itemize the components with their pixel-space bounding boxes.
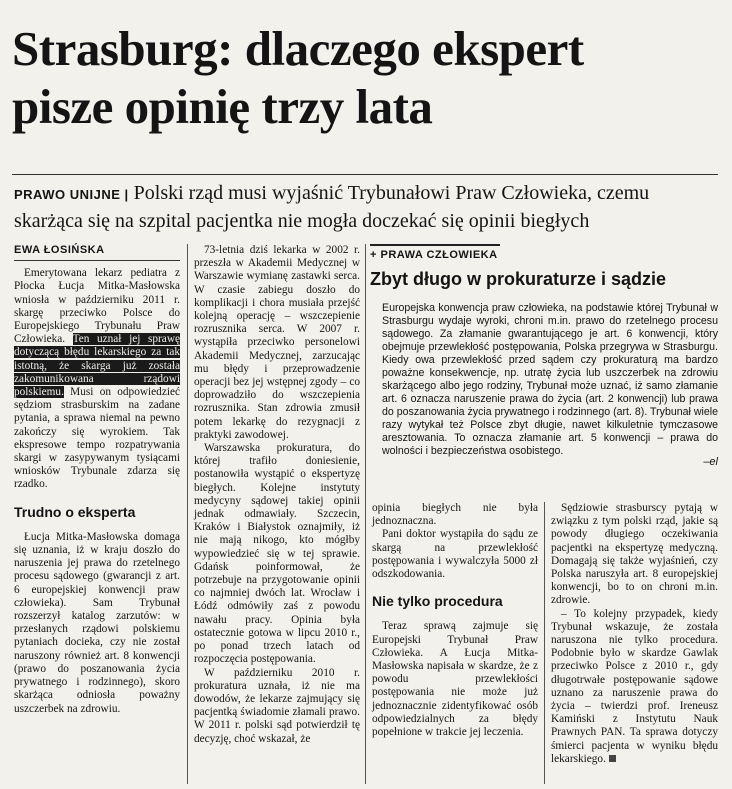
col3-paragraph-1: opinia biegłych nie była jednoznaczna.: [372, 502, 538, 528]
col2-paragraph-3: W październiku 2010 r. prokuratura uznała, iż nie ma dowodów, że lekarze zajmujący się pacjentką świadomie złamali prawo. W 2011 r. polski sąd potwierdził tę decyzję, choć wskazał, że: [194, 666, 360, 745]
subhead-trudno: Trudno o eksperta: [14, 503, 136, 520]
column-3: [372, 502, 538, 739]
column-2: [194, 244, 360, 746]
col4-paragraph-1: Sędziowie strasburscy pytają w związku z tym polski rząd, jakie są powody długiego oczekiwania pacjentki na ekspertyzę medyczną. Domagają się także wyjaśnień, czy Polska naruszyła art. 8 europejskiej konwencji, bo to on chroni m.in. zdrowie.: [551, 502, 718, 607]
col2-paragraph-1: 73-letnia dziś lekarka w 2002 r. przeszła w Akademii Medycznej w Warszawie wymianę zastawki serca. W czasie zabiegu doszło do komplikacji i chora musiała przejść kolejną operację – wszczepienie rozrusznika serca. W 2007 r. wystąpiła przeciwko personelowi Akademii Medycznej, zarzucając mu błędy i przeprowadzenie operacji bez jej wstępnej zgody – co doprowadziło do wszczepienia rozrusznika. Stan zdrowia zmusił potem lekarkę do rezygnacji z praktyki zawodowej.: [194, 244, 360, 441]
col2-paragraph-2: Warszawska prokuratura, do której trafiło doniesienie, postanowiła wystąpić o ekspertyzę biegłych. Kolejne instytuty medycyny sądowej takiej opinii jednak odmawiały. Szczecin, Kraków i Białystok oznajmiły, iż nie mają nikogo, kto mógłby wypowiedzieć się w tej sprawie. Gdańsk poinformował, że potrzebuje na przygotowanie opinii co najmniej dwóch lat. Wrocław i Łódź odmówiły zaś z powodu nawału pracy. Opinia była ostatecznie gotowa w lipcu 2010 r., po ponad trzech latach od rozpoczęcia postępowania.: [194, 442, 360, 666]
col1-text-a: Emerytowana lekarz pediatra z Płocka Łucja Mitka-Masłowska wniosła w październiku 2011 r. skargę przeciwko Polsce do Europejskiego Trybunału Praw Człowieka.: [14, 267, 180, 346]
sidebar-box: [370, 244, 718, 494]
col1-paragraph-2: Łucja Mitka-Masłowska domaga się uznania, iż w kraju doszło do naruszenia jej prawa do rzetelnego procesu sądowego (gwarancji z art. 6 europejskiej konwencji praw człowieka). Sam Trybunał rozszerzył katalog zarzutów: w przesłanych rządowi polskiemu pytaniach docieka, czy nie został naruszony również art. 8 konwencji (prawo do poszanowania życia prywatnego i rodzinnego), skoro skarżąca odniosła poważny uszczerbek na zdrowiu.: [14, 530, 180, 715]
col1-paragraph-1: [14, 267, 180, 491]
divider-top: [12, 174, 718, 175]
col1-highlight: Ten uznał jej sprawę dotyczącą błędu lekarskiego za tak istotną, że skarga już została zakomunikowana rządowi polskiemu.: [14, 333, 180, 399]
col3-paragraph-2: Pani doktor wystąpiła do sądu ze skargą na przewlekłość postępowania i wywalczyła 5000 zł odszkodowania.: [372, 528, 538, 581]
sidebar-signature: –el: [703, 456, 718, 468]
sidebar-body: Europejska konwencja praw człowieka, na podstawie której Trybunał w Strasburgu wydaje wyroki, chroni m.in. prawo do rzetelnego procesu sądowego. Za złamanie gwarantującego je art. 6 konwencji, który obejmuje przewlekłość postępowania, Polska przegrywa w Strasburgu. Kiedy owa przewlekłość przed sądem czy prokuraturą ma bardzo poważne konsekwencje, np. utratę życia lub uszczerbek na zdrowiu skarżącego albo jego rodziny, Trybunał może uznać, iż samo złamanie art. 6 oznacza naruszenie prawa do życia (art. 2 konwencji) lub prawa do poszanowania życia prywatnego i rodzinnego (art. 8). Trybunał wiele razy wytykał też Polsce zbyt długie, nawet kilkuletnie tymczasowe aresztowania. To oznacza złamanie art. 5 konwencji – prawa do wolności i bezpieczeństwa osobistego.: [382, 302, 718, 457]
sidebar-kicker: + PRAWA CZŁOWIEKA: [370, 244, 500, 261]
subhead-nie-tylko: Nie tylko procedura: [372, 593, 503, 610]
headline-line-2: pisze opinię trzy lata: [12, 79, 433, 134]
byline: EWA ŁOSIŃSKA: [14, 244, 180, 261]
col4-paragraph-2: [551, 608, 718, 766]
col1-text-c: Musi on odpowiedzieć sędziom strasburskim na zadane pytania, a sprawa niemal na pewno zakończy się wyrokiem. Tak ekspresowe tempo rozpatrywania skargi w zasypywanym tysiącami wniosków Trybunale zdarza się rzadko.: [14, 386, 180, 491]
article-headline: [12, 20, 724, 136]
column-4: [551, 502, 718, 766]
column-divider-3: [544, 502, 545, 784]
column-divider-2: [365, 244, 366, 784]
lead-text: Polski rząd musi wyjaśnić Trybunałowi Praw Człowieka, czemu skarżąca się na szpital pacjentka nie mogła doczekać się opinii biegłych: [14, 182, 650, 232]
column-divider-1: [187, 244, 188, 784]
lead-kicker: PRAWO UNIJNE |: [14, 187, 129, 202]
article-lead: [14, 180, 718, 234]
end-of-article-square-icon: [609, 755, 616, 762]
headline-line-1: Strasburg: dlaczego ekspert: [12, 21, 584, 76]
sidebar-title: Zbyt długo w prokuraturze i sądzie: [370, 269, 667, 289]
col4-text-2: – To kolejny przypadek, kiedy Trybunał wskazuje, że została naruszona nie tylko procedura. Podobnie było w skardze Gawlak przeciwko Polsce z 2010 r., gdy długotrwałe postępowanie sądowe uznano za naruszenie prawa do życia – twierdzi prof. Ireneusz Kamiński z Instytutu Nauk Prawnych PAN. Ta sprawa dotyczy śmierci pacjenta w wyniku błędu lekarskiego.: [551, 607, 718, 765]
column-1: [14, 244, 180, 716]
col3-paragraph-3: Teraz sprawą zajmuje się Europejski Trybunał Praw Człowieka. A Łucja Mitka-Masłowska napisała w skardze, że z powodu przewlekłości postępowania nie może już jednoznacznie zidentyfikować osób odpowiedzialnych za błędy popełnione w trakcie jej leczenia.: [372, 620, 538, 739]
